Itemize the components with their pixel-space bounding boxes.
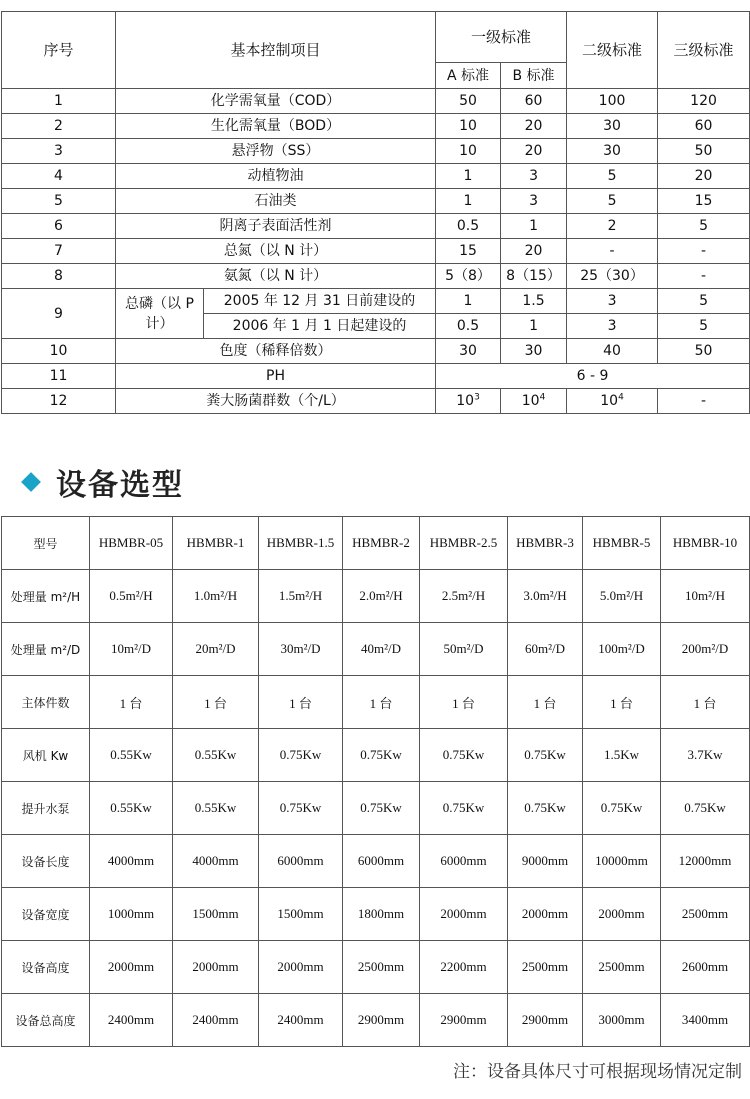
spec-cell: 2400mm <box>259 994 343 1047</box>
spec-row <box>2 782 750 835</box>
row-group-label: 总磷（以 P 计） <box>116 289 204 339</box>
base: 10 <box>456 393 475 409</box>
spec-cell: 1 台 <box>343 676 420 729</box>
row-a: 1 <box>436 189 501 214</box>
row-l3: 5 <box>658 314 750 339</box>
spec-cell: 2400mm <box>173 994 259 1047</box>
row-b: 20 <box>501 139 567 164</box>
spec-cell: 2.0m²/H <box>343 570 420 623</box>
row-b: 30 <box>501 339 567 364</box>
table-row <box>2 214 750 239</box>
spec-row <box>2 994 750 1047</box>
spec-cell: 3400mm <box>661 994 750 1047</box>
spec-cell: 1500mm <box>173 888 259 941</box>
table-row <box>2 189 750 214</box>
row-a: 1 <box>436 289 501 314</box>
header-item: 基本控制项目 <box>116 12 436 89</box>
spec-cell: 100m²/D <box>583 623 661 676</box>
row-item: 总氮（以 N 计） <box>116 239 436 264</box>
spec-cell: 0.75Kw <box>661 782 750 835</box>
row-b: 60 <box>501 89 567 114</box>
spec-model-name: HBMBR-5 <box>583 517 661 570</box>
row-a: 30 <box>436 339 501 364</box>
spec-row <box>2 623 750 676</box>
row-a: 15 <box>436 239 501 264</box>
row-b: 1 <box>501 314 567 339</box>
spec-cell: 60m²/D <box>508 623 583 676</box>
section-title: 设备选型 <box>56 468 184 503</box>
row-l3: 50 <box>658 139 750 164</box>
spec-cell: 1 台 <box>508 676 583 729</box>
row-l3: 60 <box>658 114 750 139</box>
row-item: 化学需氧量（COD） <box>116 89 436 114</box>
spec-cell: 0.75Kw <box>508 729 583 782</box>
row-l2 <box>567 389 658 414</box>
row-l3: 50 <box>658 339 750 364</box>
equipment-spec-table <box>1 516 750 1047</box>
row-a <box>436 389 501 414</box>
spec-row-label: 设备高度 <box>2 941 90 994</box>
spec-cell: 0.75Kw <box>259 782 343 835</box>
spec-cell: 0.55Kw <box>90 729 173 782</box>
spec-row <box>2 941 750 994</box>
spec-cell: 2000mm <box>259 941 343 994</box>
spec-cell: 10m²/H <box>661 570 750 623</box>
row-b <box>501 389 567 414</box>
exponent: 4 <box>618 392 624 403</box>
row-l3: 120 <box>658 89 750 114</box>
row-l2: 3 <box>567 314 658 339</box>
exponent: 4 <box>539 392 546 403</box>
table-header-row <box>2 12 750 63</box>
spec-cell: 2500mm <box>661 888 750 941</box>
row-l2: - <box>567 239 658 264</box>
row-no: 2 <box>2 114 116 139</box>
row-l2: 40 <box>567 339 658 364</box>
spec-cell: 1 台 <box>661 676 750 729</box>
spec-cell: 6000mm <box>259 835 343 888</box>
spec-row-label: 处理量 m²/D <box>2 623 90 676</box>
row-item: 氨氮（以 N 计） <box>116 264 436 289</box>
spec-model-name: HBMBR-2 <box>343 517 420 570</box>
table-row <box>2 289 750 314</box>
row-a: 5（8） <box>436 264 501 289</box>
base: 10 <box>600 393 619 409</box>
spec-row <box>2 729 750 782</box>
row-a: 0.5 <box>436 314 501 339</box>
row-a: 10 <box>436 114 501 139</box>
row-subitem: 2006 年 1 月 1 日起建设的 <box>204 314 436 339</box>
table-row <box>2 239 750 264</box>
spec-cell: 0.55Kw <box>173 782 259 835</box>
spec-cell: 2.5m²/H <box>420 570 508 623</box>
row-item: 阴离子表面活性剂 <box>116 214 436 239</box>
spec-cell: 3000mm <box>583 994 661 1047</box>
spec-cell: 1 台 <box>259 676 343 729</box>
spec-row <box>2 835 750 888</box>
row-no: 12 <box>2 389 116 414</box>
spec-cell: 1 台 <box>420 676 508 729</box>
spec-cell: 0.75Kw <box>583 782 661 835</box>
spec-cell: 2000mm <box>508 888 583 941</box>
spec-cell: 2000mm <box>173 941 259 994</box>
spec-model-name: HBMBR-05 <box>90 517 173 570</box>
base: 10 <box>521 393 540 409</box>
spec-cell: 9000mm <box>508 835 583 888</box>
row-l3: 5 <box>658 289 750 314</box>
row-item: PH <box>116 364 436 389</box>
spec-row <box>2 888 750 941</box>
spec-cell: 2000mm <box>90 941 173 994</box>
row-l2: 25（30） <box>567 264 658 289</box>
spec-cell: 1500mm <box>259 888 343 941</box>
row-item: 悬浮物（SS） <box>116 139 436 164</box>
row-no: 9 <box>2 289 116 339</box>
row-a: 50 <box>436 89 501 114</box>
spec-cell: 50m²/D <box>420 623 508 676</box>
spec-cell: 1 台 <box>173 676 259 729</box>
spec-cell: 1.5m²/H <box>259 570 343 623</box>
section-heading <box>22 462 184 502</box>
spec-cell: 1 台 <box>583 676 661 729</box>
spec-cell: 6000mm <box>420 835 508 888</box>
row-l2: 30 <box>567 139 658 164</box>
table-row <box>2 264 750 289</box>
spec-cell: 6000mm <box>343 835 420 888</box>
spec-cell: 5.0m²/H <box>583 570 661 623</box>
row-b: 1.5 <box>501 289 567 314</box>
row-no: 5 <box>2 189 116 214</box>
spec-cell: 2900mm <box>343 994 420 1047</box>
row-merged-value: 6 - 9 <box>436 364 750 389</box>
spec-row-label: 设备总高度 <box>2 994 90 1047</box>
header-level3: 三级标准 <box>658 12 750 89</box>
spec-cell: 2600mm <box>661 941 750 994</box>
row-item: 色度（稀释倍数） <box>116 339 436 364</box>
row-l2: 5 <box>567 164 658 189</box>
row-l3: - <box>658 239 750 264</box>
spec-cell: 2000mm <box>583 888 661 941</box>
row-b: 8（15） <box>501 264 567 289</box>
spec-cell: 1.5Kw <box>583 729 661 782</box>
spec-cell: 2400mm <box>90 994 173 1047</box>
spec-cell: 40m²/D <box>343 623 420 676</box>
spec-cell: 0.75Kw <box>259 729 343 782</box>
row-subitem: 2005 年 12 月 31 日前建设的 <box>204 289 436 314</box>
row-no: 4 <box>2 164 116 189</box>
table-row <box>2 364 750 389</box>
spec-cell: 3.0m²/H <box>508 570 583 623</box>
row-l2: 30 <box>567 114 658 139</box>
header-no: 序号 <box>2 12 116 89</box>
row-l2: 100 <box>567 89 658 114</box>
row-item: 石油类 <box>116 189 436 214</box>
spec-cell: 0.75Kw <box>508 782 583 835</box>
header-level1: 一级标准 <box>436 12 567 63</box>
row-item: 生化需氧量（BOD） <box>116 114 436 139</box>
diamond-bullet-icon <box>21 472 41 492</box>
row-b: 3 <box>501 189 567 214</box>
spec-model-name: HBMBR-1.5 <box>259 517 343 570</box>
spec-row-label: 风机 Kw <box>2 729 90 782</box>
row-item: 动植物油 <box>116 164 436 189</box>
row-no: 7 <box>2 239 116 264</box>
spec-cell: 30m²/D <box>259 623 343 676</box>
spec-model-name: HBMBR-2.5 <box>420 517 508 570</box>
spec-row-label: 处理量 m²/H <box>2 570 90 623</box>
table-row <box>2 89 750 114</box>
spec-cell: 2900mm <box>508 994 583 1047</box>
spec-row-label: 提升水泵 <box>2 782 90 835</box>
header-level2: 二级标准 <box>567 12 658 89</box>
spec-cell: 0.75Kw <box>420 729 508 782</box>
spec-cell: 2200mm <box>420 941 508 994</box>
row-l2: 5 <box>567 189 658 214</box>
row-l3: 15 <box>658 189 750 214</box>
row-no: 11 <box>2 364 116 389</box>
row-l3: 20 <box>658 164 750 189</box>
spec-cell: 0.75Kw <box>343 782 420 835</box>
spec-row <box>2 570 750 623</box>
spec-cell: 10000mm <box>583 835 661 888</box>
spec-cell: 0.75Kw <box>343 729 420 782</box>
spec-cell: 2500mm <box>508 941 583 994</box>
spec-cell: 200m²/D <box>661 623 750 676</box>
discharge-standards-table <box>1 11 750 414</box>
spec-cell: 12000mm <box>661 835 750 888</box>
row-b: 20 <box>501 239 567 264</box>
spec-cell: 1 台 <box>90 676 173 729</box>
spec-cell: 0.55Kw <box>173 729 259 782</box>
row-no: 1 <box>2 89 116 114</box>
spec-cell: 1800mm <box>343 888 420 941</box>
table-row <box>2 164 750 189</box>
exponent: 3 <box>474 392 480 403</box>
spec-cell: 1000mm <box>90 888 173 941</box>
row-l2: 2 <box>567 214 658 239</box>
row-a: 0.5 <box>436 214 501 239</box>
row-b: 20 <box>501 114 567 139</box>
spec-cell: 10m²/D <box>90 623 173 676</box>
spec-cell: 2900mm <box>420 994 508 1047</box>
table-row <box>2 339 750 364</box>
spec-row-label: 主体件数 <box>2 676 90 729</box>
spec-row-label: 设备宽度 <box>2 888 90 941</box>
header-a: A 标准 <box>436 63 501 89</box>
spec-cell: 2500mm <box>583 941 661 994</box>
spec-header-row <box>2 517 750 570</box>
spec-cell: 3.7Kw <box>661 729 750 782</box>
row-l3: - <box>658 264 750 289</box>
spec-model-name: HBMBR-10 <box>661 517 750 570</box>
spec-label-model: 型号 <box>2 517 90 570</box>
row-l2: 3 <box>567 289 658 314</box>
row-a: 1 <box>436 164 501 189</box>
spec-cell: 0.5m²/H <box>90 570 173 623</box>
spec-cell: 4000mm <box>90 835 173 888</box>
spec-cell: 20m²/D <box>173 623 259 676</box>
row-a: 10 <box>436 139 501 164</box>
spec-cell: 1.0m²/H <box>173 570 259 623</box>
footnote: 注：设备具体尺寸可根据现场情况定制 <box>453 1062 742 1082</box>
spec-cell: 4000mm <box>173 835 259 888</box>
row-l3: 5 <box>658 214 750 239</box>
row-no: 8 <box>2 264 116 289</box>
spec-model-name: HBMBR-1 <box>173 517 259 570</box>
spec-cell: 0.75Kw <box>420 782 508 835</box>
spec-cell: 2000mm <box>420 888 508 941</box>
row-l3: - <box>658 389 750 414</box>
row-b: 3 <box>501 164 567 189</box>
row-item: 粪大肠菌群数（个/L） <box>116 389 436 414</box>
spec-cell: 0.55Kw <box>90 782 173 835</box>
spec-cell: 2500mm <box>343 941 420 994</box>
table-row <box>2 139 750 164</box>
row-no: 6 <box>2 214 116 239</box>
spec-model-name: HBMBR-3 <box>508 517 583 570</box>
table-row <box>2 114 750 139</box>
row-b: 1 <box>501 214 567 239</box>
spec-row <box>2 676 750 729</box>
table-row <box>2 389 750 414</box>
spec-row-label: 设备长度 <box>2 835 90 888</box>
row-no: 3 <box>2 139 116 164</box>
header-b: B 标准 <box>501 63 567 89</box>
row-no: 10 <box>2 339 116 364</box>
